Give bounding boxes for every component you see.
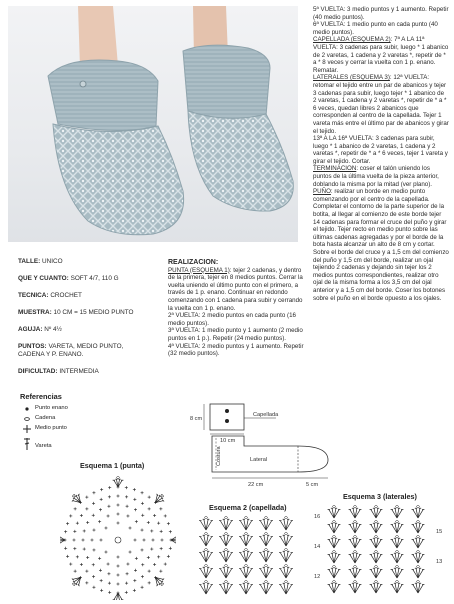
- capellada-label: Capellada: [253, 412, 279, 418]
- fan-stitch-symbol: [69, 574, 84, 589]
- fan-stitch-symbol: [259, 565, 273, 578]
- fan-stitch-symbol: [239, 565, 253, 578]
- fan-stitch-symbol: [328, 536, 341, 548]
- capellada-body: : 7ª A LA 11ª VUELTA: 3 cadenas para subir, luego * 1 abanico de 2 varetas, 1 cadena y 2 varetas *, repetir de * a * 8 veces y cerrar la vuelta con 1 p. enano. Rematar.: [313, 36, 449, 74]
- boot-plan-diagram: [180, 398, 340, 490]
- fan-stitch-symbol: [349, 536, 362, 548]
- center-ring: [115, 537, 121, 543]
- round-13-text: 13ª A LA 16ª VUELTA: 3 cadenas para subir, luego * 1 abanico de 2 varetas, 1 cadena y 2 varetas *, repetir de * a * 6 veces, tejer 1 vareta y girar el tejido. Cortar.: [313, 135, 448, 165]
- legend-cadena: Cadena: [35, 415, 56, 421]
- fan-stitch-symbol: [259, 517, 273, 530]
- decorative-zigzag-border: [0, 242, 300, 254]
- fan-stitch-symbol: [279, 517, 293, 530]
- fan-stitch-symbol: [412, 566, 425, 578]
- fan-stitch-symbol: [328, 506, 341, 518]
- instructions-right-column: [313, 6, 449, 302]
- fan-stitch-symbol: [391, 581, 404, 593]
- legend-referencias: [20, 392, 130, 457]
- esquema-3-chart: [312, 502, 448, 600]
- fan-stitch-symbol: [199, 517, 213, 530]
- fan-stitch-symbol: [370, 521, 383, 533]
- cadena-symbol: [25, 418, 30, 421]
- fan-stitch-symbol: [391, 521, 404, 533]
- fan-stitch-symbol: [199, 533, 213, 546]
- fan-stitch-symbol: [370, 581, 383, 593]
- esquema-1-title: Esquema 1 (punta): [80, 461, 145, 470]
- fan-stitch-symbol: [219, 533, 233, 546]
- esquema-2-title: Esquema 2 (capellada): [209, 503, 287, 512]
- fan-stitch-symbol: [412, 506, 425, 518]
- fan-stitch-symbol: [349, 581, 362, 593]
- round-4-text: 4ª VUELTA: 2 medio puntos y 1 aumento. Repetir (32 medio puntos).: [168, 342, 304, 358]
- esquema-1-chart: [60, 472, 176, 600]
- realizacion-heading: REALIZACION:: [168, 259, 219, 266]
- fan-stitch-symbol: [349, 521, 362, 533]
- legend-medio-punto: Medio punto: [35, 425, 67, 431]
- legend-vareta: Vareta: [35, 443, 52, 449]
- fan-stitch-symbol: [328, 566, 341, 578]
- spec-muestra: MUESTRA: 10 CM = 15 MEDIO PUNTO: [18, 309, 134, 316]
- row-number-15: 15: [436, 529, 443, 535]
- fan-stitch-symbol: [349, 566, 362, 578]
- fan-stitch-symbol: [391, 566, 404, 578]
- fan-stitch-symbol: [279, 549, 293, 562]
- fan-stitch-symbol: [199, 549, 213, 562]
- fan-stitch-symbol: [328, 521, 341, 533]
- fan-stitch-symbol: [152, 491, 167, 506]
- terminacion-text: [313, 165, 449, 188]
- fan-stitch-symbol: [412, 581, 425, 593]
- fan-stitch-symbol: [279, 581, 293, 594]
- spec-aguja: AGUJA: Nº 4½: [18, 326, 62, 333]
- fan-stitch-symbol: [259, 581, 273, 594]
- laterales-body: : 12ª VUELTA: retomar el tejido entre un par de abanicos y tejer 3 cadenas para subir, luego tejer * 1 abanico de 2 varetas, 1 cadena y 2 varetas *, repetir de * a * 6 veces, quedan libres 2 abanicos que corresponden al centro de la capellada. Tejer 1 vareta más entre el último par de abanicos y girar el tejido.: [313, 74, 449, 135]
- fan-stitch-symbol: [279, 533, 293, 546]
- fan-stitch-symbol: [412, 551, 425, 563]
- fan-stitch-symbol: [370, 566, 383, 578]
- fan-stitch-symbol: [391, 506, 404, 518]
- punta-text: [168, 267, 308, 313]
- length-label: 22 cm: [248, 482, 264, 488]
- cuff-shape: [210, 404, 244, 430]
- spec-puntos: PUNTOS: VARETA, MEDIO PUNTO, CADENA Y P. ENANO.: [18, 343, 124, 358]
- puno-title: PUÑO: [313, 188, 331, 196]
- cuff-height-label: 8 cm: [190, 416, 203, 422]
- fan-stitch-symbol: [239, 581, 253, 594]
- row-number-14: 14: [314, 544, 321, 550]
- fan-stitch-symbol: [412, 521, 425, 533]
- fan-stitch-symbol: [370, 551, 383, 563]
- legend-punto-enano: Punto enano: [35, 405, 68, 411]
- punta-body: : tejer 2 cadenas, y dentro de la primera, tejer en 8 medios puntos. Cerrar la vuelta uniendo el último punto con el primero, a través de 1 p. enano. Continuar en redondo comenzando con 1 cadena para subir y cerrando la vuelta con 1 p. enano.: [168, 266, 303, 312]
- fan-stitch-symbol: [152, 574, 167, 589]
- fan-stitch-symbol: [259, 549, 273, 562]
- row-number-12: 12: [314, 574, 321, 580]
- button-icon-2: [225, 419, 229, 423]
- fan-stitch-symbol: [349, 506, 362, 518]
- toe-width-label: 5 cm: [306, 482, 319, 488]
- fan-stitch-symbol: [113, 477, 124, 487]
- capellada-title: CAPELLADA (ESQUEMA 2): [313, 36, 391, 44]
- fan-stitch-symbol: [219, 565, 233, 578]
- esquema-2-chart: [196, 514, 296, 598]
- fan-stitch-symbol: [412, 536, 425, 548]
- fan-stitch-symbol: [219, 549, 233, 562]
- fan-stitch-symbol: [239, 549, 253, 562]
- row-number-16: 16: [314, 514, 321, 520]
- round-3-text: 3ª VUELTA: 1 medio punto y 1 aumento (2 medio puntos en 1 p.). Repetir (24 medio puntos).: [168, 327, 303, 342]
- fan-stitch-symbol: [219, 581, 233, 594]
- terminacion-title: TERMINACION: [313, 165, 357, 173]
- cuff-width-label: 10 cm: [220, 438, 236, 444]
- puno-text: [313, 188, 449, 302]
- punta-title: PUNTA (ESQUEMA 1): [168, 266, 230, 274]
- spec-talle: TALLE: UNICO: [18, 258, 63, 265]
- crochet-boots-illustration: [8, 6, 298, 246]
- realizacion-section: [168, 259, 308, 358]
- fan-stitch-symbol: [328, 581, 341, 593]
- spec-list: [18, 258, 148, 376]
- lateral-label: Lateral: [250, 457, 268, 463]
- fan-stitch-symbol: [69, 491, 84, 506]
- esquema-3-title: Esquema 3 (laterales): [343, 492, 417, 501]
- fan-stitch-symbol: [60, 535, 65, 546]
- round-2-text: 2ª VUELTA: 2 medio puntos en cada punto (16 medio puntos).: [168, 312, 296, 327]
- legend-title: Referencias: [20, 392, 62, 401]
- fan-stitch-symbol: [199, 565, 213, 578]
- capellada-text: [313, 36, 449, 74]
- fan-stitch-symbol: [391, 536, 404, 548]
- fan-stitch-symbol: [239, 533, 253, 546]
- fan-stitch-symbol: [349, 551, 362, 563]
- fan-stitch-symbol: [279, 565, 293, 578]
- fan-stitch-symbol: [391, 551, 404, 563]
- fan-stitch-symbol: [171, 535, 176, 546]
- spec-material: QUE Y CUANTO: SOFT 4/7, 110 G: [18, 275, 119, 282]
- spec-tecnica: TECNICA: CROCHET: [18, 292, 82, 299]
- puno-body: : realizar un borde en medio punto comenzando por el centro de la capellada. Completar el contorno de la parte superior de la botita, al llegar al comienzo de este borde tejer 14 cadenas para formar el cruce del puño y girar el tejido. Tejer recto en medio punto sobre las últimas cadenas agregadas y por el borde de la bota hasta alcanzar un alto de 8 cm y cortar. Sobre el borde del cruce y a 1,5 cm del comienzo del puño y 1,5 cm del borde, realizar un ojal tejiendo 2 cadenas y dejando sin tejer los 2 medios puntos correspondientes, realizar otro ojal de la misma forma a los 3,5 cm del ojal anterior y a 1,5 cm del borde. Coser los botones sobre el puño en el borde opuesto a los ojales.: [313, 188, 449, 302]
- round-5-text: 5ª VUELTA: 3 medio puntos y 1 aumento. Repetir (40 medio puntos).: [313, 6, 449, 21]
- punto-enano-symbol: [25, 407, 28, 410]
- button-icon: [225, 409, 229, 413]
- fan-stitch-symbol: [219, 517, 233, 530]
- fan-stitch-symbol: [370, 506, 383, 518]
- fan-stitch-symbol: [239, 517, 253, 530]
- legend-symbols: [20, 405, 34, 457]
- laterales-text: [313, 74, 449, 135]
- round-6-text: 6ª VUELTA: 1 medio punto en cada punto (40 medio puntos).: [313, 21, 438, 36]
- costura-label: Costura: [216, 446, 222, 466]
- terminacion-body: : coser el talón uniendo los puntos de la última vuelta de la pieza anterior, doblando la misma por la mitad (ver plano).: [313, 165, 439, 188]
- fan-stitch-symbol: [259, 533, 273, 546]
- fan-stitch-symbol: [370, 536, 383, 548]
- product-photo: [8, 6, 298, 246]
- spec-dificultad: DIFICULTAD: INTERMEDIA: [18, 368, 99, 375]
- fan-stitch-symbol: [328, 551, 341, 563]
- row-number-13: 13: [436, 559, 443, 565]
- fan-stitch-symbol: [113, 593, 124, 600]
- laterales-title: LATERALES (ESQUEMA 3): [313, 74, 390, 82]
- fan-stitch-symbol: [199, 581, 213, 594]
